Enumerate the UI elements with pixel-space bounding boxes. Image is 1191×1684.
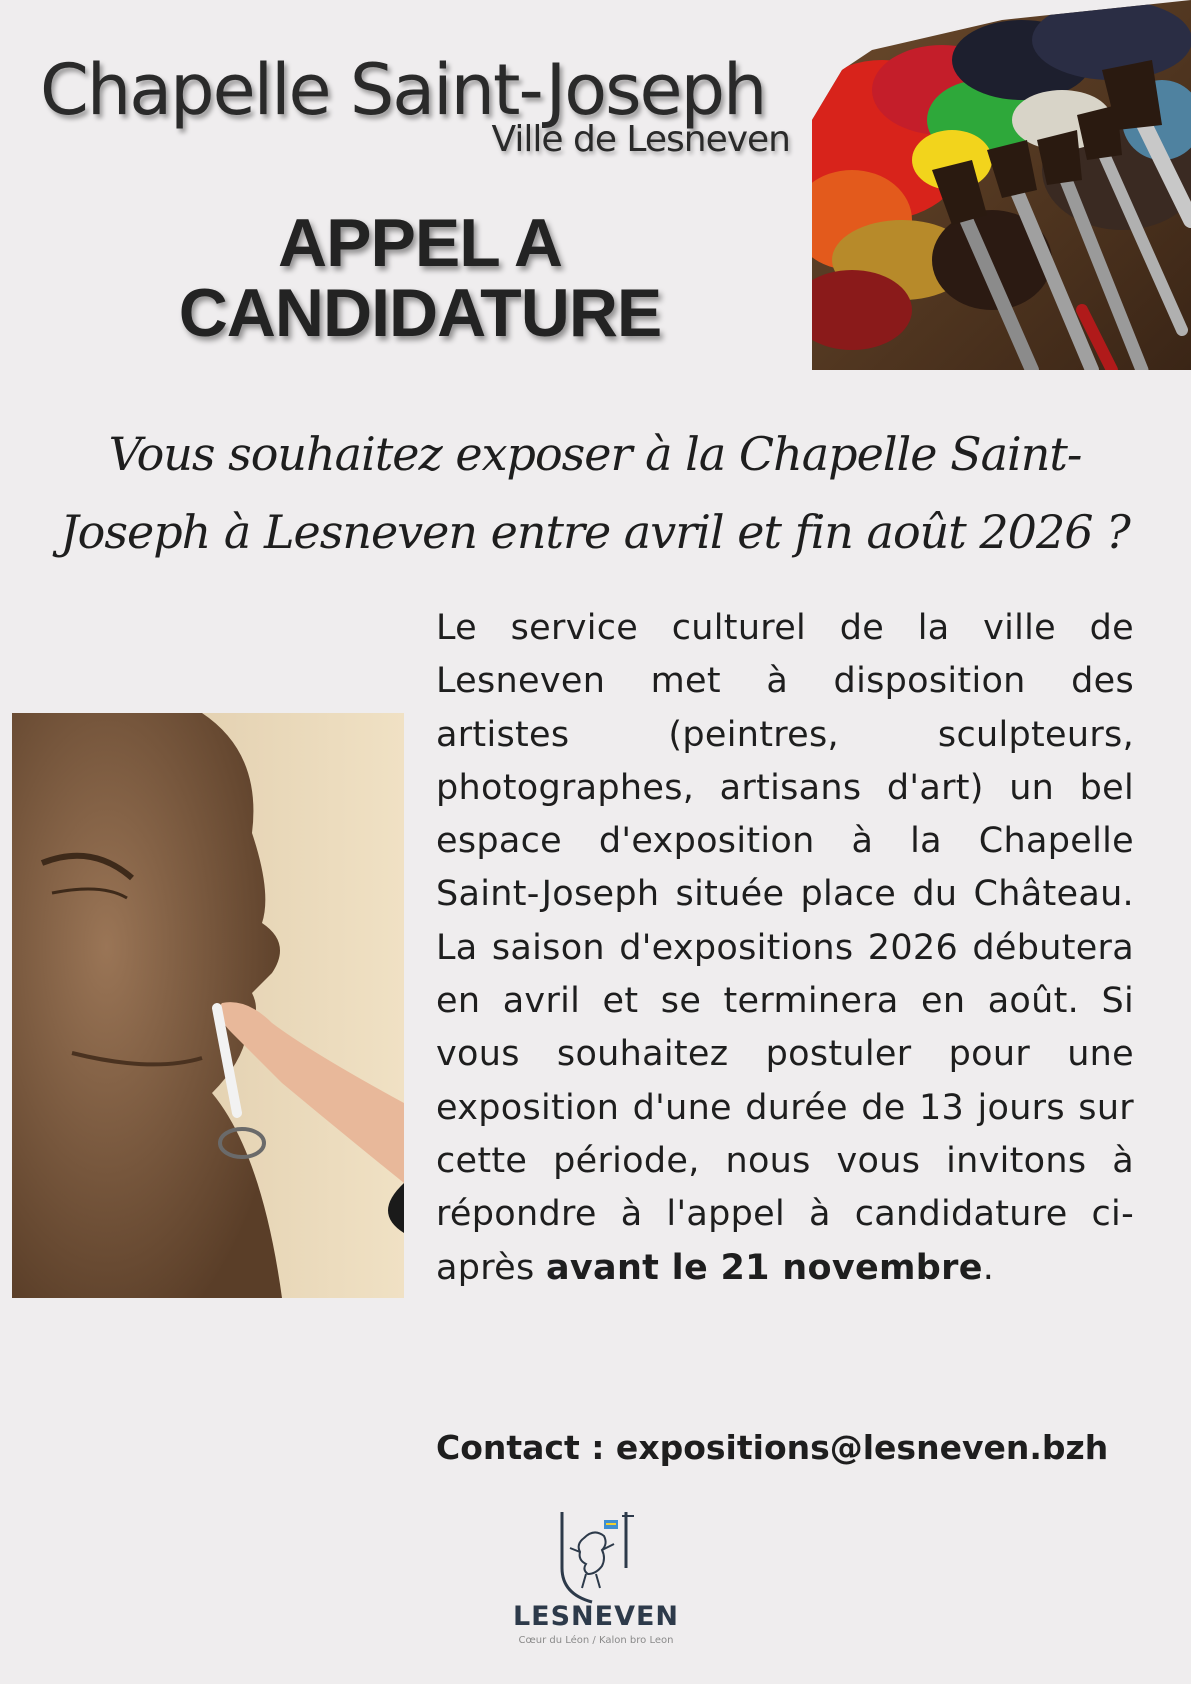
logo-tagline: Cœur du Léon / Kalon bro Leon [518, 1635, 674, 1646]
paint-palette-brushes-image [812, 0, 1191, 370]
call-heading [150, 205, 690, 351]
page-title: Chapelle Saint-Joseph [40, 49, 766, 131]
call-heading-line-2: CANDIDATURE [178, 275, 662, 351]
call-description [436, 602, 1134, 1295]
lesneven-lion-crest-icon [556, 1508, 636, 1604]
clay-bust-sculpting-image [12, 713, 404, 1298]
deadline-text: avant le 21 novembre [546, 1247, 983, 1288]
logo-wordmark: LESNEVEN [512, 1601, 680, 1632]
call-heading-line-1: APPEL A [278, 205, 562, 281]
description-end: . [982, 1247, 995, 1288]
question-line-2: Joseph à Lesneven entre avril et fin août 2026 ? [60, 505, 1130, 559]
contact-email[interactable]: Contact : expositions@lesneven.bzh [436, 1428, 1109, 1467]
page-subtitle: Ville de Lesneven [491, 119, 790, 160]
exhibition-question [30, 415, 1160, 571]
question-line-1: Vous souhaitez exposer à la Chapelle Saint- [108, 427, 1082, 481]
description-text: Le service culturel de la ville de Lesneven met à disposition des artistes (peintres, sculpteurs, photographes, artisans d'art) un bel espace d'exposition à la Chapelle Saint-Joseph située place du Château. La saison d'expositions 2026 débutera en avril et se terminera en août. Si vous souhaitez postuler pour une exposition d'une durée de 13 jours sur cette période, nous vous invitons à répondre à l'appel à candidature ci-après [436, 608, 1134, 1288]
